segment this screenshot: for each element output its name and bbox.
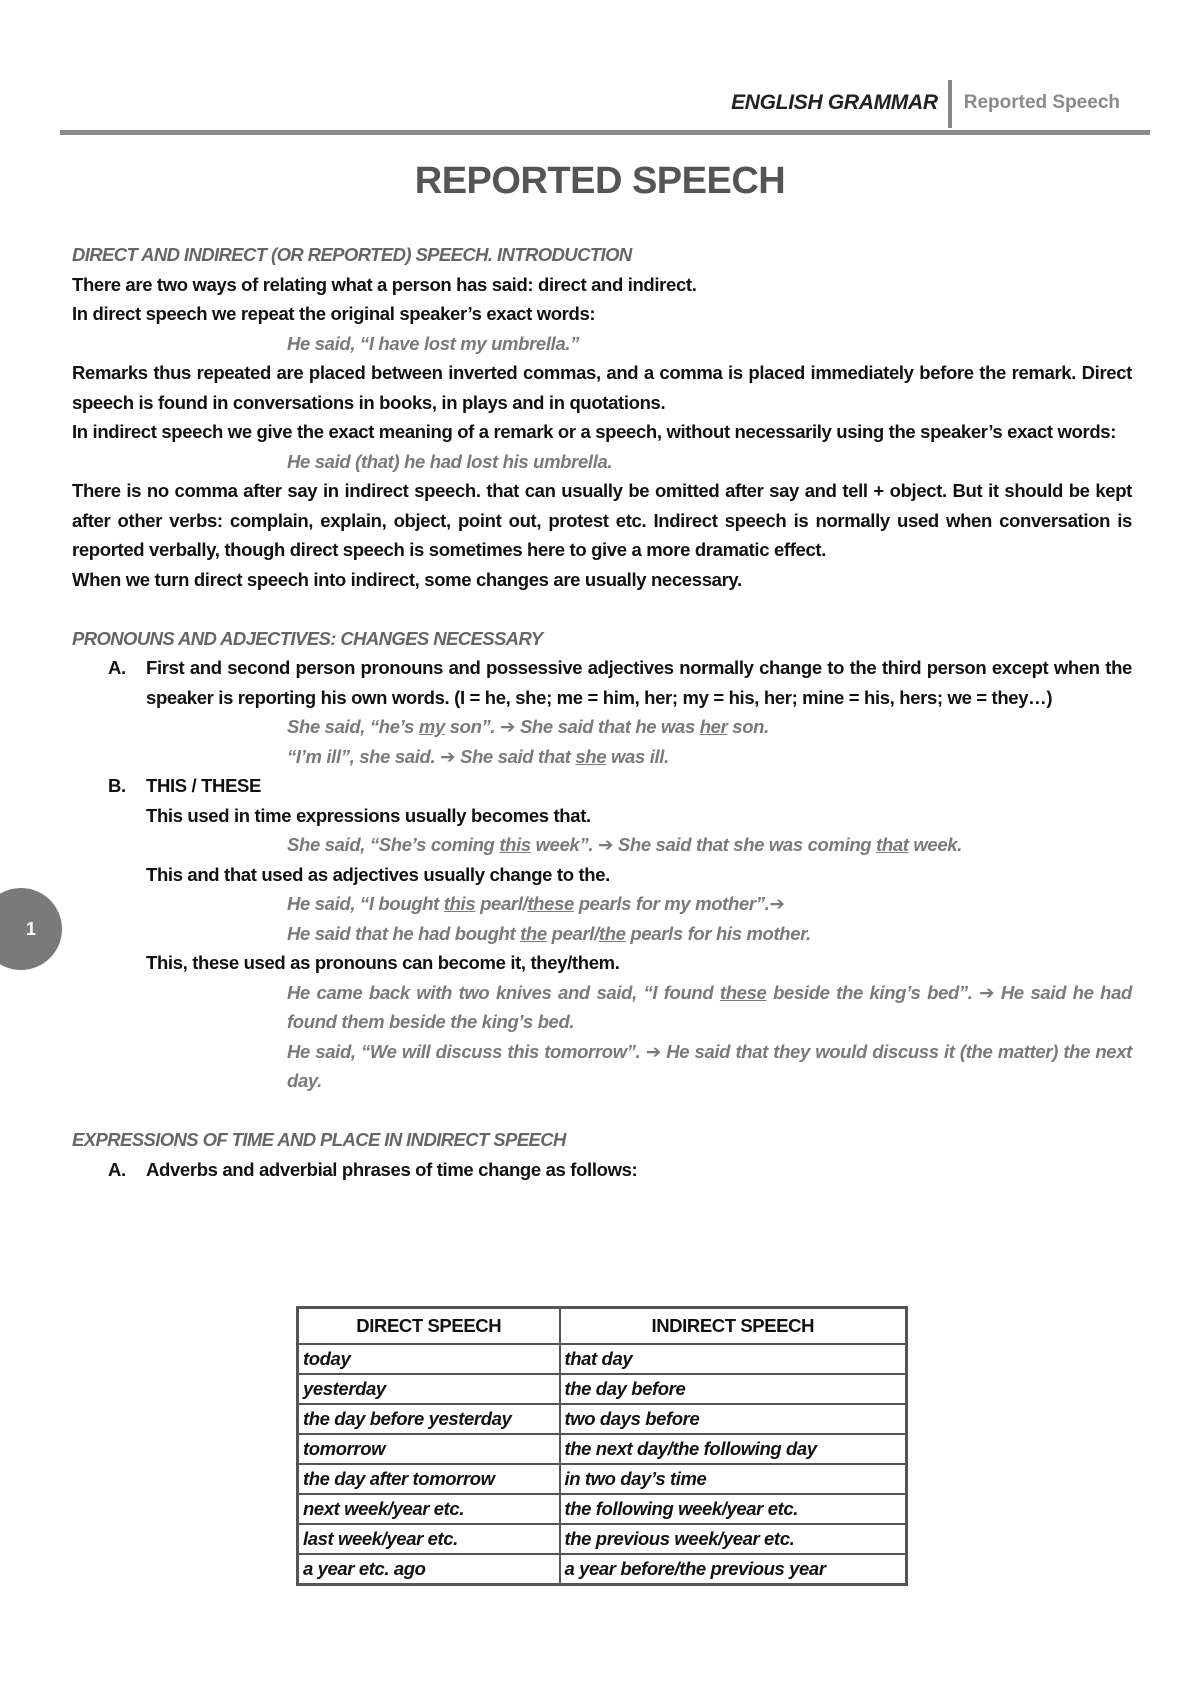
- table-cell: today: [298, 1344, 560, 1374]
- column-header: INDIRECT SPEECH: [560, 1308, 907, 1345]
- list-item-text: First and second person pronouns and possessive adjectives normally change to the third person except when the speaker is reporting his own words. (I = he, she; me = him, her; my = his, her; mine = his, hers; we = they…): [146, 657, 1132, 708]
- example-indirect: He said (that) he had lost his umbrella.: [287, 450, 613, 472]
- paragraph: Remarks thus repeated are placed between inverted commas, and a comma is placed immediately before the remark. Direct speech is found in conversations in books, in plays and in quotations.: [72, 362, 1132, 413]
- section-heading-time-place: EXPRESSIONS OF TIME AND PLACE IN INDIRECT SPEECH: [72, 1129, 566, 1150]
- section-heading-pronouns: PRONOUNS AND ADJECTIVES: CHANGES NECESSARY: [72, 627, 543, 649]
- header-subtitle: Reported Speech: [963, 92, 1120, 113]
- table-cell: yesterday: [298, 1374, 560, 1404]
- list-item-a: [72, 1155, 1132, 1185]
- list-item-text: This used in time expressions usually becomes that.: [146, 804, 591, 826]
- table-row: [298, 1554, 907, 1585]
- table-row: [298, 1374, 907, 1404]
- header-title: ENGLISH GRAMMAR: [731, 91, 938, 114]
- paragraph: There is no comma after say in indirect speech. that can usually be omitted after say and tell + object. But it should be kept after other verbs: complain, explain, object, point out, protest etc. Indirect speech is normally used when conversation is reported verbally, though direct speech is sometimes here to give a more dramatic effect.: [72, 480, 1132, 560]
- list-item-text: Adverbs and adverbial phrases of time change as follows:: [146, 1158, 638, 1180]
- list-item-b-cont: [72, 948, 1132, 978]
- list-marker: A.: [108, 657, 126, 678]
- paragraph: When we turn direct speech into indirect, some changes are usually necessary.: [72, 568, 742, 590]
- example: He said, “I bought this pearl/these pearls for my mother”.➔: [287, 893, 785, 914]
- list-item-b-cont: [72, 860, 1132, 890]
- column-header: DIRECT SPEECH: [298, 1308, 560, 1345]
- table-cell: the following week/year etc.: [560, 1494, 907, 1524]
- table-cell: the day after tomorrow: [298, 1464, 560, 1494]
- list-item-text: This and that used as adjectives usually change to the.: [146, 863, 610, 885]
- time-expressions-table: [296, 1306, 908, 1586]
- table-row: [298, 1344, 907, 1374]
- paragraph: There are two ways of relating what a person has said: direct and indirect.: [72, 273, 697, 295]
- table-cell: a year before/the previous year: [560, 1554, 907, 1585]
- page-header: [60, 78, 1150, 135]
- page-number-badge: [0, 888, 62, 970]
- table-cell: the day before: [560, 1374, 907, 1404]
- table-row: [298, 1524, 907, 1554]
- list-item-text: This, these used as pronouns can become it, they/them.: [146, 952, 620, 973]
- document-title: REPORTED SPEECH: [414, 160, 786, 202]
- table-row: [298, 1494, 907, 1524]
- table-cell: a year etc. ago: [298, 1554, 560, 1585]
- table-header-row: [298, 1308, 907, 1345]
- example: She said, “She’s coming this week”. ➔ She said that she was coming that week.: [287, 834, 963, 855]
- example: He said, “We will discuss this tomorrow”. ➔ He said that they would discuss it (the matter) the next day.: [287, 1040, 1132, 1091]
- example: He said that he had bought the pearl/the pearls for his mother.: [287, 922, 811, 944]
- table-cell: the next day/the following day: [560, 1434, 907, 1464]
- example: She said, “he’s my son”. ➔ She said that he was her son.: [287, 716, 769, 737]
- example: He came back with two knives and said, “I found these beside the king’s bed”. ➔ He said he had found them beside the king’s bed.: [287, 981, 1132, 1032]
- table-cell: in two day’s time: [560, 1464, 907, 1494]
- example: “I’m ill”, she said. ➔ She said that she was ill.: [287, 745, 669, 767]
- list-marker: A.: [108, 1158, 126, 1180]
- table-row: [298, 1404, 907, 1434]
- table-cell: two days before: [560, 1404, 907, 1434]
- table-cell: the day before yesterday: [298, 1404, 560, 1434]
- section-heading-intro: DIRECT AND INDIRECT (OR REPORTED) SPEECH. INTRODUCTION: [72, 244, 632, 265]
- document-body: [72, 240, 1132, 1184]
- table-cell: tomorrow: [298, 1434, 560, 1464]
- table-cell: the previous week/year etc.: [560, 1524, 907, 1554]
- table-cell: next week/year etc.: [298, 1494, 560, 1524]
- table-row: [298, 1434, 907, 1464]
- table-cell: that day: [560, 1344, 907, 1374]
- list-item-b: [72, 771, 1132, 830]
- paragraph: In indirect speech we give the exact meaning of a remark or a speech, without necessarily using the speaker’s exact words:: [72, 421, 1117, 442]
- list-item-a: [72, 653, 1132, 712]
- header-labels: [731, 86, 1120, 120]
- table-cell: last week/year etc.: [298, 1524, 560, 1554]
- list-item-title: THIS / THESE: [146, 775, 262, 796]
- list-marker: B.: [108, 775, 126, 796]
- paragraph: In direct speech we repeat the original speaker’s exact words:: [72, 303, 596, 324]
- example-direct: He said, “I have lost my umbrella.”: [287, 332, 580, 354]
- page-number: 1: [25, 918, 36, 939]
- table-row: [298, 1464, 907, 1494]
